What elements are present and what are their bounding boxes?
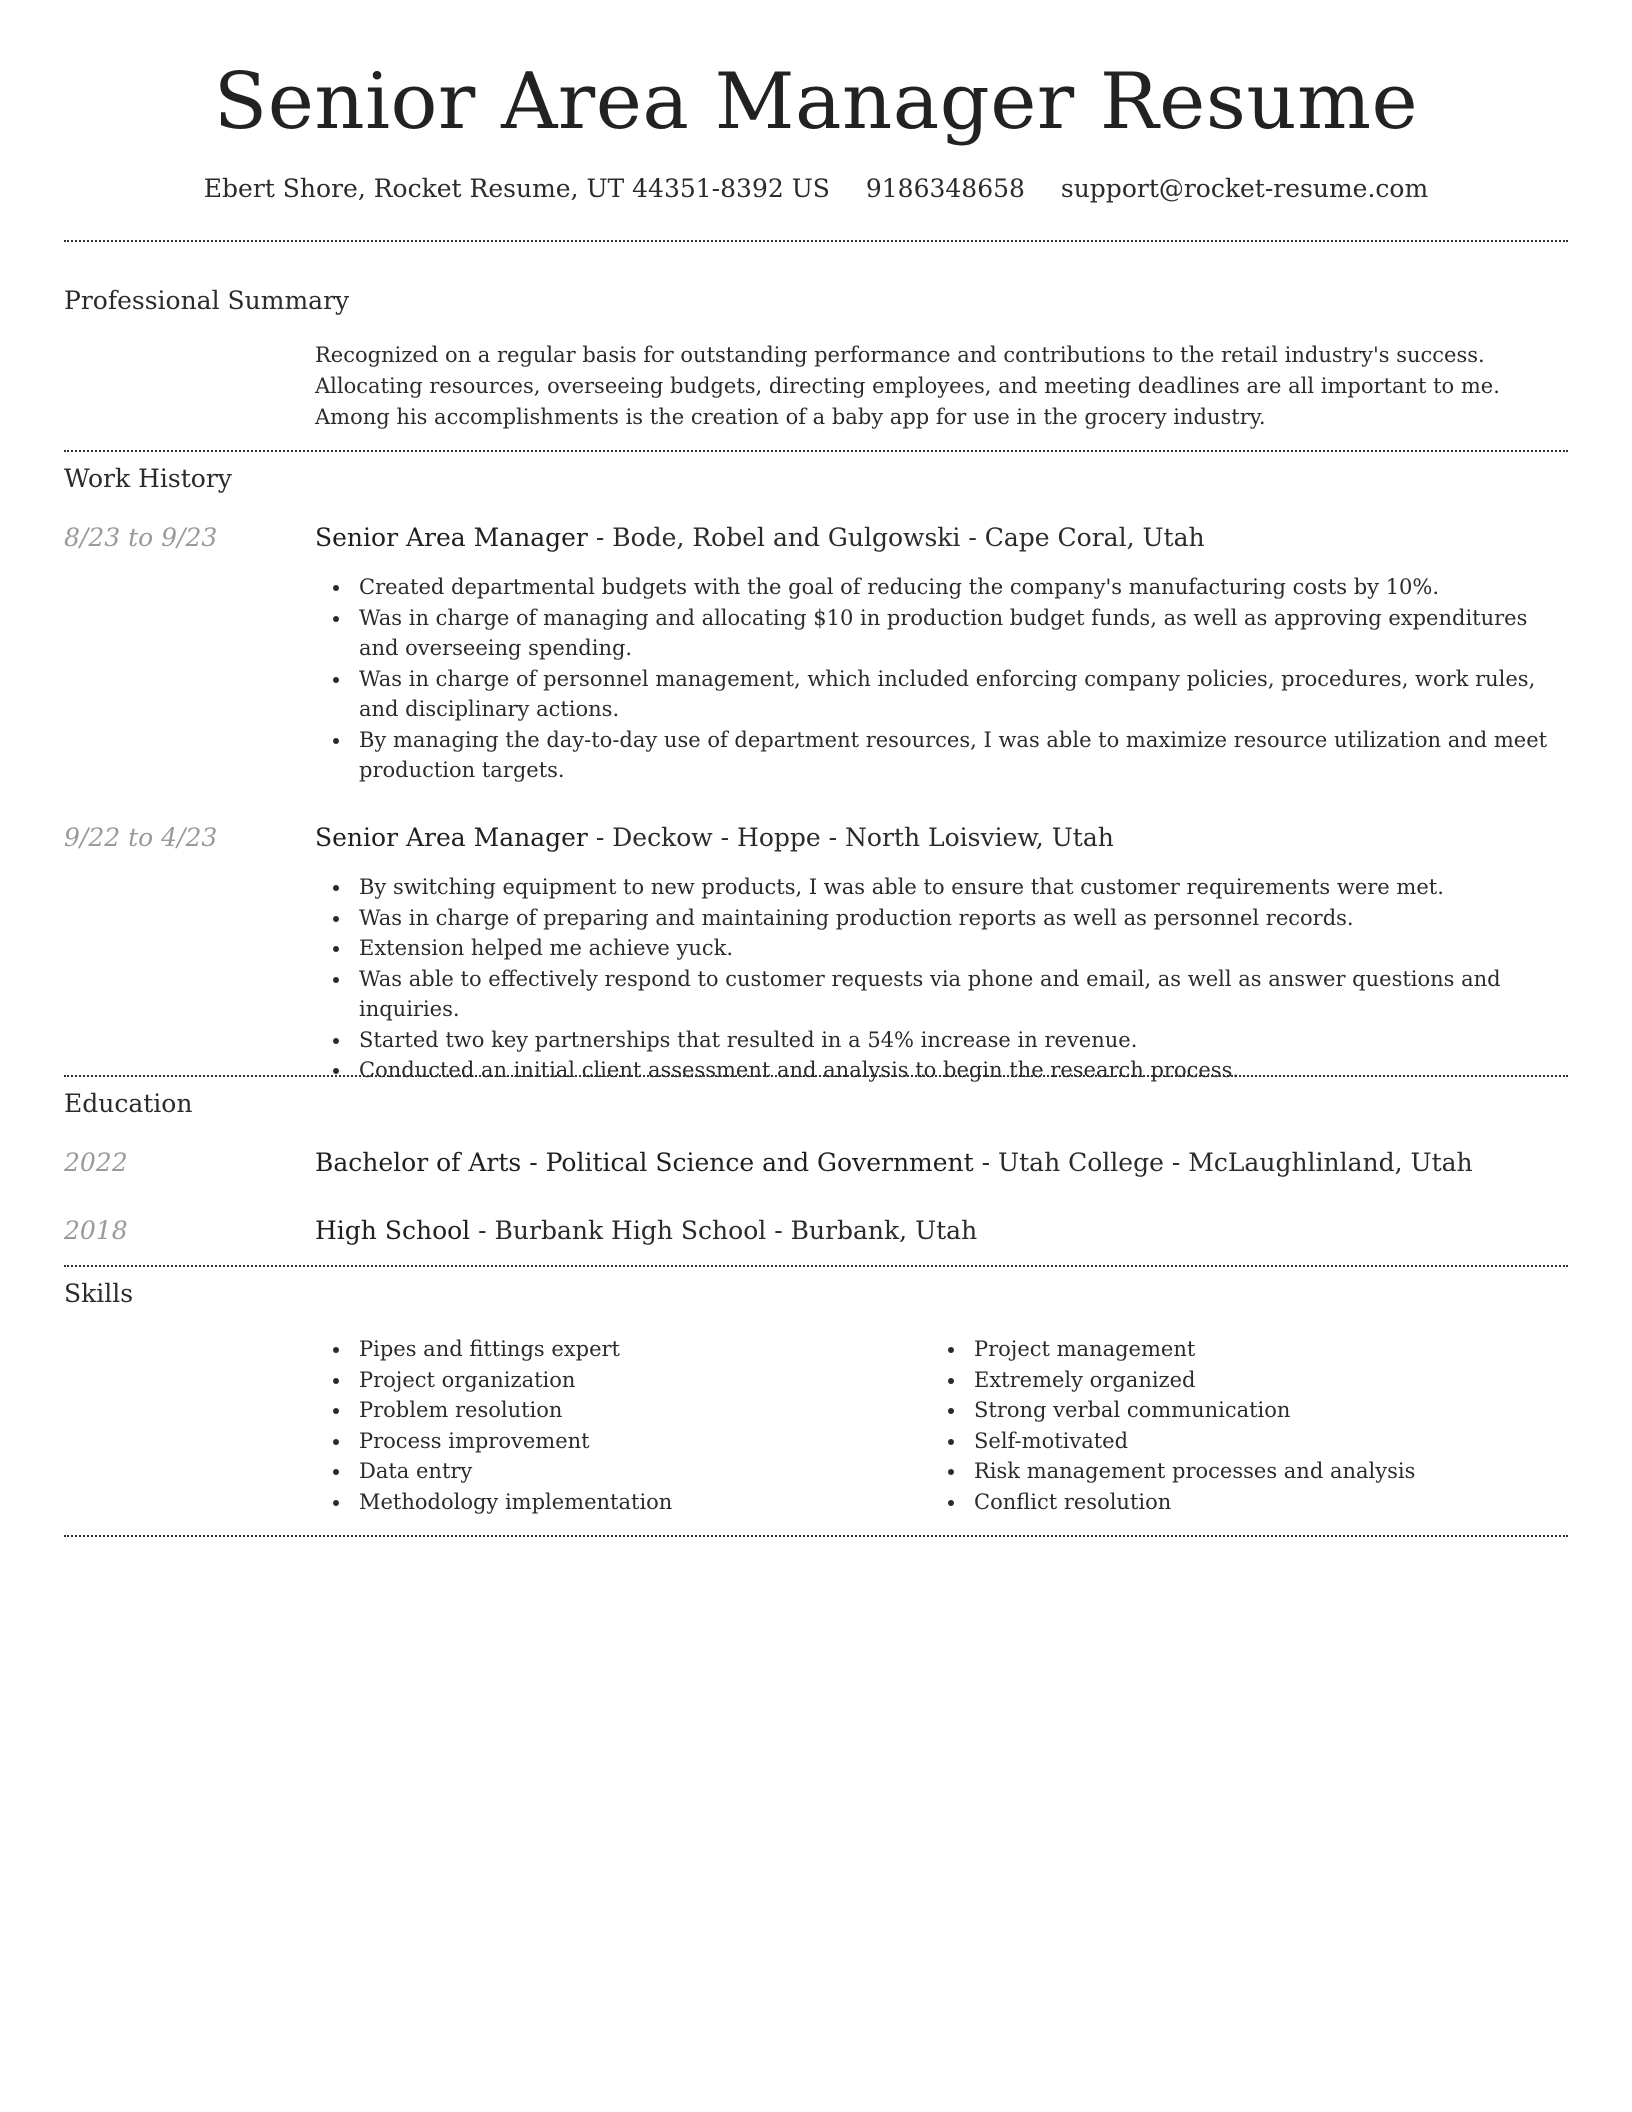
education-degree: High School: [315, 1216, 471, 1245]
job-dates: 9/22 to 4/23: [64, 823, 218, 852]
list-item: Conducted an initial client assessment and analysis to begin the research process.: [359, 1055, 1565, 1086]
separator: -: [973, 1148, 999, 1177]
skill-item: Data entry: [359, 1456, 875, 1487]
divider: [64, 1265, 1568, 1267]
contact-phone: 9186348658: [865, 174, 1025, 203]
education-degree: Bachelor of Arts - Political Science and Government: [315, 1148, 974, 1177]
skill-item: Strong verbal communication: [974, 1395, 1490, 1426]
section-title-skills: Skills: [64, 1279, 134, 1308]
divider: [64, 240, 1568, 242]
education-year: 2018: [64, 1216, 128, 1245]
separator: -: [587, 523, 613, 552]
divider: [64, 450, 1568, 452]
separator: -: [960, 523, 985, 552]
list-item: By switching equipment to new products, I was able to ensure that customer requirements were met.: [359, 872, 1565, 903]
job-location: Cape Coral, Utah: [984, 523, 1205, 552]
job-title: Senior Area Manager: [315, 823, 588, 852]
separator: -: [470, 1216, 495, 1245]
contact-email: support@rocket-resume.com: [1060, 174, 1429, 203]
job-bullets: [315, 872, 1565, 1086]
skill-item: Self-motivated: [974, 1426, 1490, 1457]
skill-item: Pipes and fittings expert: [359, 1334, 875, 1365]
contact-line: [0, 172, 1632, 206]
separator: -: [820, 823, 846, 852]
job-location: North Loisview, Utah: [845, 823, 1114, 852]
education-location: Burbank, Utah: [790, 1216, 978, 1245]
skill-item: Project management: [974, 1334, 1490, 1365]
education-location: McLaughlinland, Utah: [1188, 1148, 1473, 1177]
skills-list-right: [930, 1334, 1490, 1517]
skill-item: Methodology implementation: [359, 1487, 875, 1518]
list-item: Was in charge of preparing and maintaining production reports as well as personnel records.: [359, 903, 1565, 934]
job-company: Deckow - Hoppe: [612, 823, 821, 852]
education-year: 2022: [64, 1148, 128, 1177]
list-item: Was able to effectively respond to customer requests via phone and email, as well as answer questions and inquiries.: [359, 964, 1565, 1025]
section-title-education: Education: [64, 1089, 193, 1118]
skills-list-left: [315, 1334, 875, 1517]
skill-item: Risk management processes and analysis: [974, 1456, 1490, 1487]
section-title-summary: Professional Summary: [64, 286, 350, 315]
section-title-work: Work History: [64, 464, 232, 493]
divider: [64, 1535, 1568, 1537]
job-heading: [315, 521, 1205, 555]
contact-address: Ebert Shore, Rocket Resume, UT 44351-8392 US: [203, 174, 830, 203]
skill-item: Extremely organized: [974, 1365, 1490, 1396]
education-school: Utah College: [998, 1148, 1164, 1177]
job-company: Bode, Robel and Gulgowski: [612, 523, 961, 552]
skill-item: Project organization: [359, 1365, 875, 1396]
skill-item: Problem resolution: [359, 1395, 875, 1426]
separator: -: [587, 823, 613, 852]
education-heading: [315, 1214, 977, 1248]
separator: -: [1163, 1148, 1189, 1177]
list-item: By managing the day-to-day use of department resources, I was able to maximize resource utilization and meet production targets.: [359, 725, 1565, 786]
education-school: Burbank High School: [494, 1216, 767, 1245]
education-heading: [315, 1146, 1473, 1180]
list-item: Was in charge of managing and allocating $10 in production budget funds, as well as approving expenditures and overseeing spending.: [359, 603, 1565, 664]
job-dates: 8/23 to 9/23: [64, 523, 218, 552]
skill-item: Conflict resolution: [974, 1487, 1490, 1518]
job-heading: [315, 821, 1114, 855]
job-title: Senior Area Manager: [315, 523, 588, 552]
separator: -: [766, 1216, 791, 1245]
divider: [64, 1075, 1568, 1077]
job-bullets: [315, 572, 1565, 786]
summary-text: Recognized on a regular basis for outstanding performance and contributions to the retail industry's success. Allocating resources, overseeing budgets, directing employees, and meeting deadlines are all important to me. Among his accomplishments is the creation of a baby app for use in the grocery industry.: [315, 343, 1500, 429]
list-item: Created departmental budgets with the goal of reducing the company's manufacturing costs by 10%.: [359, 572, 1565, 603]
resume-title: Senior Area Manager Resume: [213, 57, 1419, 147]
list-item: Was in charge of personnel management, which included enforcing company policies, procedures, work rules, and disciplinary actions.: [359, 664, 1565, 725]
list-item: Extension helped me achieve yuck.: [359, 933, 1565, 964]
skill-item: Process improvement: [359, 1426, 875, 1457]
list-item: Started two key partnerships that resulted in a 54% increase in revenue.: [359, 1025, 1565, 1056]
